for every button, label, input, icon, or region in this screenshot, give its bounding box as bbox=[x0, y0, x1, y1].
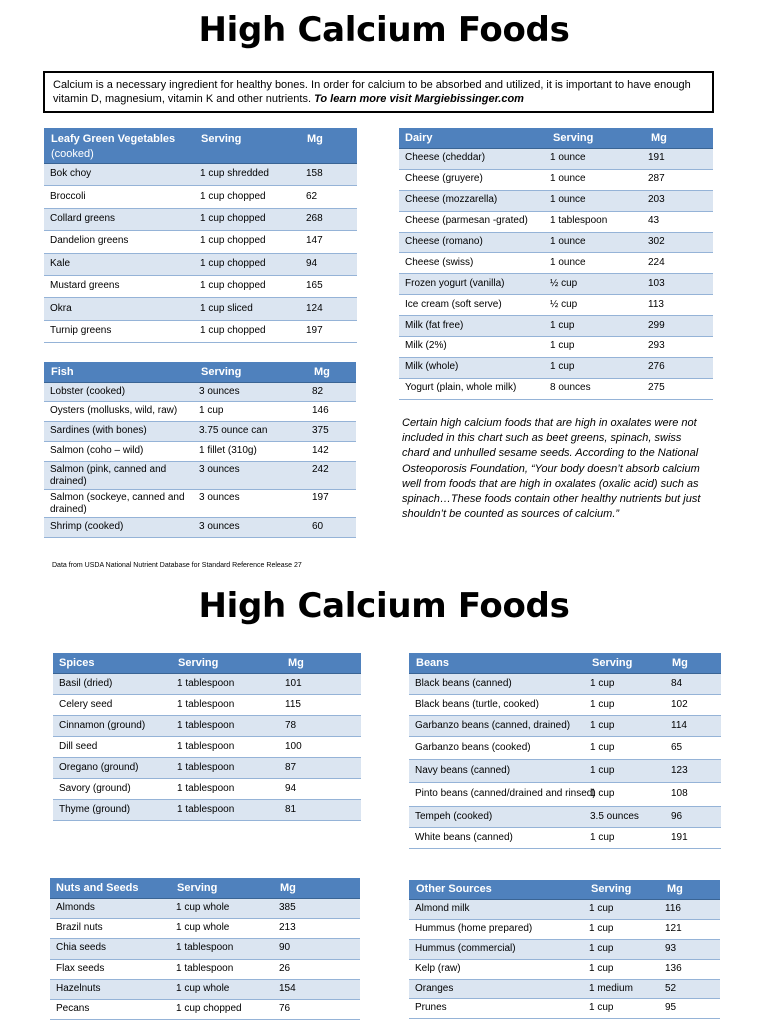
serving-cell: 1 cup chopped bbox=[200, 324, 266, 336]
dairy-title: Dairy bbox=[405, 132, 433, 144]
food-cell: Cheese (romano) bbox=[405, 236, 483, 247]
table-row bbox=[409, 760, 721, 783]
food-cell: Basil (dried) bbox=[59, 677, 113, 689]
spices-rows bbox=[53, 674, 361, 821]
mg-cell: 87 bbox=[285, 761, 297, 773]
nuts-mg-header: Mg bbox=[280, 882, 296, 894]
serving-cell: 1 cup chopped bbox=[176, 1003, 242, 1015]
food-cell: Salmon (coho – wild) bbox=[50, 445, 144, 456]
intro-box bbox=[43, 71, 714, 113]
food-cell: Shrimp (cooked) bbox=[50, 521, 124, 532]
beans-serving-header: Serving bbox=[592, 657, 633, 669]
food-cell: Ice cream (soft serve) bbox=[405, 298, 502, 310]
food-cell: Almond milk bbox=[415, 902, 470, 914]
table-row bbox=[53, 674, 361, 695]
serving-cell: 3 ounces bbox=[199, 464, 240, 475]
serving-cell: 1 cup chopped bbox=[200, 257, 266, 269]
serving-cell: 1 cup bbox=[589, 942, 614, 954]
food-cell: Collard greens bbox=[50, 212, 116, 224]
mg-cell: 95 bbox=[665, 1002, 677, 1014]
food-cell: Tempeh (cooked) bbox=[415, 810, 493, 822]
table-row bbox=[409, 783, 721, 807]
table-row bbox=[399, 379, 713, 400]
leafy-greens-subtitle: (cooked) bbox=[51, 148, 94, 160]
mg-cell: 375 bbox=[312, 425, 329, 436]
serving-cell: 1 ounce bbox=[550, 256, 586, 268]
table-row bbox=[399, 233, 713, 254]
serving-cell: 1 tablespoon bbox=[177, 782, 235, 794]
food-cell: Salmon (pink, canned and drained) bbox=[50, 464, 167, 487]
source-note: Data from USDA National Nutrient Database for Standard Reference Release 27 bbox=[52, 562, 302, 569]
dairy-mg-header: Mg bbox=[651, 132, 667, 144]
nuts-seeds-table bbox=[50, 878, 360, 1020]
food-cell: Hummus (home prepared) bbox=[415, 922, 533, 934]
food-cell: Yogurt (plain, whole milk) bbox=[405, 382, 517, 394]
spices-serving-header: Serving bbox=[178, 657, 219, 669]
serving-cell: 1 tablespoon bbox=[177, 803, 235, 815]
serving-cell: 1 cup bbox=[199, 405, 224, 416]
mg-cell: 96 bbox=[671, 810, 683, 822]
food-cell: Black beans (turtle, cooked) bbox=[415, 698, 539, 710]
mg-cell: 191 bbox=[671, 831, 688, 843]
table-row bbox=[399, 316, 713, 337]
nuts-seeds-rows bbox=[50, 899, 360, 1020]
table-row bbox=[44, 298, 357, 320]
table-row bbox=[44, 422, 356, 442]
other-sources-rows bbox=[409, 900, 720, 1019]
serving-cell: 1 cup bbox=[550, 361, 575, 373]
food-cell: Cheese (swiss) bbox=[405, 256, 474, 268]
mg-cell: 124 bbox=[306, 302, 323, 314]
serving-cell: 1 tablespoon bbox=[177, 761, 235, 773]
food-cell: Bok choy bbox=[50, 168, 92, 180]
mg-cell: 52 bbox=[665, 982, 677, 994]
mg-cell: 287 bbox=[648, 173, 665, 185]
table-row bbox=[409, 828, 721, 849]
food-cell: Frozen yogurt (vanilla) bbox=[405, 277, 505, 289]
table-row bbox=[409, 900, 720, 920]
food-cell: Cheese (cheddar) bbox=[405, 152, 486, 164]
mg-cell: 82 bbox=[312, 385, 324, 397]
serving-cell: 1 medium bbox=[589, 982, 633, 994]
mg-cell: 93 bbox=[665, 942, 677, 954]
table-row bbox=[409, 999, 720, 1019]
table-row bbox=[44, 383, 356, 402]
fish-title: Fish bbox=[51, 366, 74, 378]
mg-cell: 275 bbox=[648, 382, 665, 394]
serving-cell: 1 cup bbox=[590, 677, 615, 689]
table-row bbox=[409, 960, 720, 980]
fish-serving-header: Serving bbox=[201, 366, 242, 378]
mg-cell: 76 bbox=[279, 1003, 291, 1015]
serving-cell: 1 cup bbox=[589, 962, 614, 974]
food-cell: Milk (whole) bbox=[405, 361, 459, 373]
table-row bbox=[409, 807, 721, 828]
mg-cell: 147 bbox=[306, 235, 323, 247]
serving-cell: 1 cup bbox=[550, 340, 575, 352]
dairy-serving-header: Serving bbox=[553, 132, 594, 144]
nuts-seeds-title: Nuts and Seeds bbox=[56, 882, 139, 894]
dairy-table bbox=[399, 128, 713, 400]
table-row bbox=[53, 758, 361, 779]
mg-cell: 136 bbox=[665, 962, 682, 974]
food-cell: Hazelnuts bbox=[56, 982, 101, 994]
mg-cell: 293 bbox=[648, 340, 665, 352]
food-cell: Thyme (ground) bbox=[59, 803, 131, 815]
mg-cell: 101 bbox=[285, 677, 302, 689]
table-row bbox=[409, 737, 721, 760]
page-title-bottom: High Calcium Foods bbox=[198, 586, 570, 626]
table-row bbox=[50, 939, 360, 959]
mg-cell: 146 bbox=[312, 405, 329, 416]
mg-cell: 78 bbox=[285, 719, 297, 731]
mg-cell: 115 bbox=[285, 698, 301, 710]
mg-cell: 385 bbox=[279, 902, 296, 914]
intro-link-text: To learn more visit Margiebissinger.com bbox=[314, 93, 524, 105]
table-row bbox=[53, 800, 361, 821]
fish-table bbox=[44, 362, 356, 538]
mg-cell: 158 bbox=[306, 168, 323, 180]
beans-table bbox=[409, 653, 721, 849]
food-cell: Pinto beans (canned/drained and rinsed) bbox=[415, 788, 596, 799]
serving-cell: 1 ounce bbox=[550, 236, 586, 247]
mg-cell: 62 bbox=[306, 190, 318, 202]
mg-cell: 26 bbox=[279, 962, 291, 974]
leafy-greens-header bbox=[44, 128, 357, 164]
table-row bbox=[53, 695, 361, 716]
mg-cell: 123 bbox=[671, 764, 688, 776]
leafy-greens-table bbox=[44, 128, 357, 343]
oxalate-note: Certain high calcium foods that are high in oxalates were not included in this chart such as beet greens, spinach, swiss chard and unhulled sesame seeds. According to the National Osteoporosis Foundation, “Your body doesn’t absorb calcium well from foods that are high in oxalates (oxalic acid) such as spinach…These foods contain other healthy nutrients but just shouldn’t be counted as sources of calcium.” bbox=[402, 417, 701, 521]
table-row bbox=[399, 170, 713, 191]
food-cell: Chia seeds bbox=[56, 942, 107, 954]
food-cell: Cheese (parmesan -grated) bbox=[405, 215, 528, 227]
food-cell: Dill seed bbox=[59, 740, 98, 752]
food-cell: Hummus (commercial) bbox=[415, 942, 516, 954]
mg-cell: 302 bbox=[648, 236, 665, 247]
spices-mg-header: Mg bbox=[288, 657, 304, 669]
mg-cell: 213 bbox=[279, 922, 296, 934]
food-cell: Kelp (raw) bbox=[415, 962, 461, 974]
mg-cell: 154 bbox=[279, 982, 296, 994]
table-row bbox=[44, 442, 356, 462]
table-row bbox=[53, 779, 361, 800]
mg-cell: 299 bbox=[648, 319, 665, 331]
food-cell: Broccoli bbox=[50, 190, 86, 202]
serving-cell: 1 cup shredded bbox=[200, 168, 269, 180]
table-row bbox=[53, 716, 361, 737]
food-cell: Okra bbox=[50, 302, 72, 314]
food-cell: Sardines (with bones) bbox=[50, 425, 147, 436]
table-row bbox=[399, 149, 713, 170]
food-cell: Garbanzo beans (cooked) bbox=[415, 741, 531, 753]
mg-cell: 65 bbox=[671, 741, 683, 753]
mg-cell: 84 bbox=[671, 677, 683, 689]
table-row bbox=[44, 231, 357, 253]
table-row bbox=[44, 186, 357, 208]
mg-cell: 103 bbox=[648, 277, 665, 289]
table-row bbox=[399, 253, 713, 274]
table-row bbox=[399, 295, 713, 316]
mg-cell: 94 bbox=[306, 257, 318, 269]
table-row bbox=[50, 960, 360, 980]
table-row bbox=[50, 1000, 360, 1020]
table-row bbox=[44, 518, 356, 538]
table-row bbox=[44, 164, 357, 186]
serving-cell: 1 tablespoon bbox=[177, 677, 235, 689]
mg-cell: 224 bbox=[648, 256, 665, 268]
mg-cell: 268 bbox=[306, 212, 323, 224]
serving-cell: 1 cup chopped bbox=[200, 212, 266, 224]
serving-cell: 1 tablespoon bbox=[177, 698, 235, 710]
serving-cell: 3 ounces bbox=[199, 521, 240, 532]
table-row bbox=[44, 462, 356, 490]
table-row bbox=[53, 737, 361, 758]
beans-rows bbox=[409, 674, 721, 849]
serving-cell: 3 ounces bbox=[199, 385, 240, 397]
leafy-serving-header: Serving bbox=[201, 133, 242, 145]
beans-title: Beans bbox=[416, 657, 450, 669]
fish-rows bbox=[44, 383, 356, 538]
mg-cell: 191 bbox=[648, 152, 665, 164]
table-row bbox=[409, 920, 720, 940]
serving-cell: 1 cup bbox=[590, 741, 615, 753]
table-row bbox=[50, 919, 360, 939]
mg-cell: 276 bbox=[648, 361, 665, 373]
table-row bbox=[409, 940, 720, 960]
mg-cell: 242 bbox=[312, 464, 329, 475]
page-title-top: High Calcium Foods bbox=[198, 10, 570, 50]
food-cell: Brazil nuts bbox=[56, 922, 103, 934]
serving-cell: 3.5 ounces bbox=[590, 810, 639, 822]
food-cell: Milk (2%) bbox=[405, 340, 447, 352]
table-row bbox=[399, 274, 713, 295]
serving-cell: 1 ounce bbox=[550, 173, 586, 185]
other-sources-title: Other Sources bbox=[416, 883, 492, 895]
serving-cell: 1 cup chopped bbox=[200, 190, 266, 202]
food-cell: Oysters (mollusks, wild, raw) bbox=[50, 405, 178, 416]
table-row bbox=[44, 321, 357, 343]
food-cell: Celery seed bbox=[59, 698, 113, 710]
serving-cell: 1 cup whole bbox=[176, 922, 230, 934]
mg-cell: 114 bbox=[671, 719, 687, 731]
mg-cell: 43 bbox=[648, 215, 660, 227]
table-row bbox=[399, 337, 713, 358]
food-cell: Savory (ground) bbox=[59, 782, 131, 794]
table-row bbox=[399, 212, 713, 233]
serving-cell: 1 tablespoon bbox=[177, 740, 235, 752]
fish-header bbox=[44, 362, 356, 383]
serving-cell: 1 tablespoon bbox=[176, 942, 234, 954]
table-row bbox=[409, 674, 721, 695]
dairy-rows bbox=[399, 149, 713, 400]
mg-cell: 90 bbox=[279, 942, 291, 954]
nuts-serving-header: Serving bbox=[177, 882, 218, 894]
mg-cell: 116 bbox=[665, 902, 681, 914]
serving-cell: 1 cup chopped bbox=[200, 280, 266, 292]
serving-cell: 1 tablespoon bbox=[176, 962, 234, 974]
fish-mg-header: Mg bbox=[314, 366, 330, 378]
food-cell: White beans (canned) bbox=[415, 831, 513, 843]
other-sources-header bbox=[409, 880, 720, 900]
serving-cell: 1 cup whole bbox=[176, 982, 230, 994]
food-cell: Pecans bbox=[56, 1003, 90, 1015]
food-cell: Lobster (cooked) bbox=[50, 385, 126, 397]
table-row bbox=[44, 490, 356, 518]
serving-cell: 1 tablespoon bbox=[550, 215, 608, 227]
mg-cell: 60 bbox=[312, 521, 324, 532]
food-cell: Oregano (ground) bbox=[59, 761, 139, 773]
beans-mg-header: Mg bbox=[672, 657, 688, 669]
table-row bbox=[409, 695, 721, 716]
serving-cell: 1 cup bbox=[590, 788, 615, 799]
spices-table bbox=[53, 653, 361, 821]
mg-cell: 203 bbox=[648, 194, 665, 206]
mg-cell: 100 bbox=[285, 740, 302, 752]
serving-cell: 1 ounce bbox=[550, 194, 586, 206]
spices-header bbox=[53, 653, 361, 674]
table-row bbox=[44, 254, 357, 276]
intro-text: Calcium is a necessary ingredient for healthy bones. In order for calcium to be absorbed and utilized, it is important to have enough vitamin D, magnesium, vitamin K and other nutrients. bbox=[53, 79, 691, 105]
serving-cell: ½ cup bbox=[550, 298, 578, 310]
table-row bbox=[399, 191, 713, 212]
serving-cell: 1 cup bbox=[590, 698, 615, 710]
serving-cell: 1 cup bbox=[590, 719, 615, 731]
dairy-header bbox=[399, 128, 713, 149]
serving-cell: 1 cup bbox=[589, 1002, 614, 1014]
mg-cell: 165 bbox=[306, 280, 323, 292]
food-cell: Almonds bbox=[56, 902, 95, 914]
food-cell: Black beans (canned) bbox=[415, 677, 512, 689]
serving-cell: ½ cup bbox=[550, 277, 578, 289]
table-row bbox=[44, 402, 356, 422]
food-cell: Turnip greens bbox=[50, 324, 112, 336]
serving-cell: 1 cup bbox=[590, 764, 615, 776]
serving-cell: 1 fillet (310g) bbox=[199, 445, 257, 456]
food-cell: Mustard greens bbox=[50, 280, 120, 292]
mg-cell: 102 bbox=[671, 698, 688, 710]
mg-cell: 113 bbox=[648, 298, 664, 310]
serving-cell: 1 cup bbox=[550, 319, 575, 331]
food-cell: Flax seeds bbox=[56, 962, 105, 974]
table-row bbox=[44, 276, 357, 298]
leafy-mg-header: Mg bbox=[307, 133, 323, 145]
table-row bbox=[399, 358, 713, 379]
serving-cell: 1 cup whole bbox=[176, 902, 230, 914]
food-cell: Cheese (mozzarella) bbox=[405, 194, 498, 206]
food-cell: Navy beans (canned) bbox=[415, 764, 511, 776]
food-cell: Cheese (gruyere) bbox=[405, 173, 483, 185]
food-cell: Salmon (sockeye, canned and drained) bbox=[50, 492, 185, 515]
table-row bbox=[409, 980, 720, 1000]
food-cell: Oranges bbox=[415, 982, 454, 994]
other-serving-header: Serving bbox=[591, 883, 632, 895]
serving-cell: 1 ounce bbox=[550, 152, 586, 164]
mg-cell: 121 bbox=[665, 922, 682, 934]
table-row bbox=[44, 209, 357, 231]
table-row bbox=[409, 716, 721, 737]
serving-cell: 1 cup bbox=[590, 831, 615, 843]
beans-header bbox=[409, 653, 721, 674]
food-cell: Kale bbox=[50, 257, 71, 269]
serving-cell: 1 cup bbox=[589, 922, 614, 934]
mg-cell: 94 bbox=[285, 782, 297, 794]
food-cell: Garbanzo beans (canned, drained) bbox=[415, 719, 571, 731]
mg-cell: 81 bbox=[285, 803, 297, 815]
other-mg-header: Mg bbox=[667, 883, 683, 895]
serving-cell: 1 cup chopped bbox=[200, 235, 266, 247]
nuts-seeds-header bbox=[50, 878, 360, 899]
serving-cell: 1 cup sliced bbox=[200, 302, 253, 314]
table-row bbox=[50, 980, 360, 1000]
leafy-greens-title: Leafy Green Vegetables bbox=[51, 133, 176, 145]
serving-cell: 1 tablespoon bbox=[177, 719, 235, 731]
mg-cell: 142 bbox=[312, 445, 329, 456]
mg-cell: 108 bbox=[671, 788, 688, 799]
serving-cell: 1 cup bbox=[589, 902, 614, 914]
food-cell: Milk (fat free) bbox=[405, 319, 464, 331]
serving-cell: 3.75 ounce can bbox=[199, 425, 268, 436]
food-cell: Cinnamon (ground) bbox=[59, 719, 146, 731]
food-cell: Dandelion greens bbox=[50, 235, 129, 247]
mg-cell: 197 bbox=[312, 492, 329, 503]
mg-cell: 197 bbox=[306, 324, 323, 336]
other-sources-table bbox=[409, 880, 720, 1019]
food-cell: Prunes bbox=[415, 1002, 447, 1014]
table-row bbox=[50, 899, 360, 919]
serving-cell: 3 ounces bbox=[199, 492, 240, 503]
serving-cell: 8 ounces bbox=[550, 382, 591, 394]
spices-title: Spices bbox=[59, 657, 95, 669]
leafy-greens-rows bbox=[44, 164, 357, 343]
